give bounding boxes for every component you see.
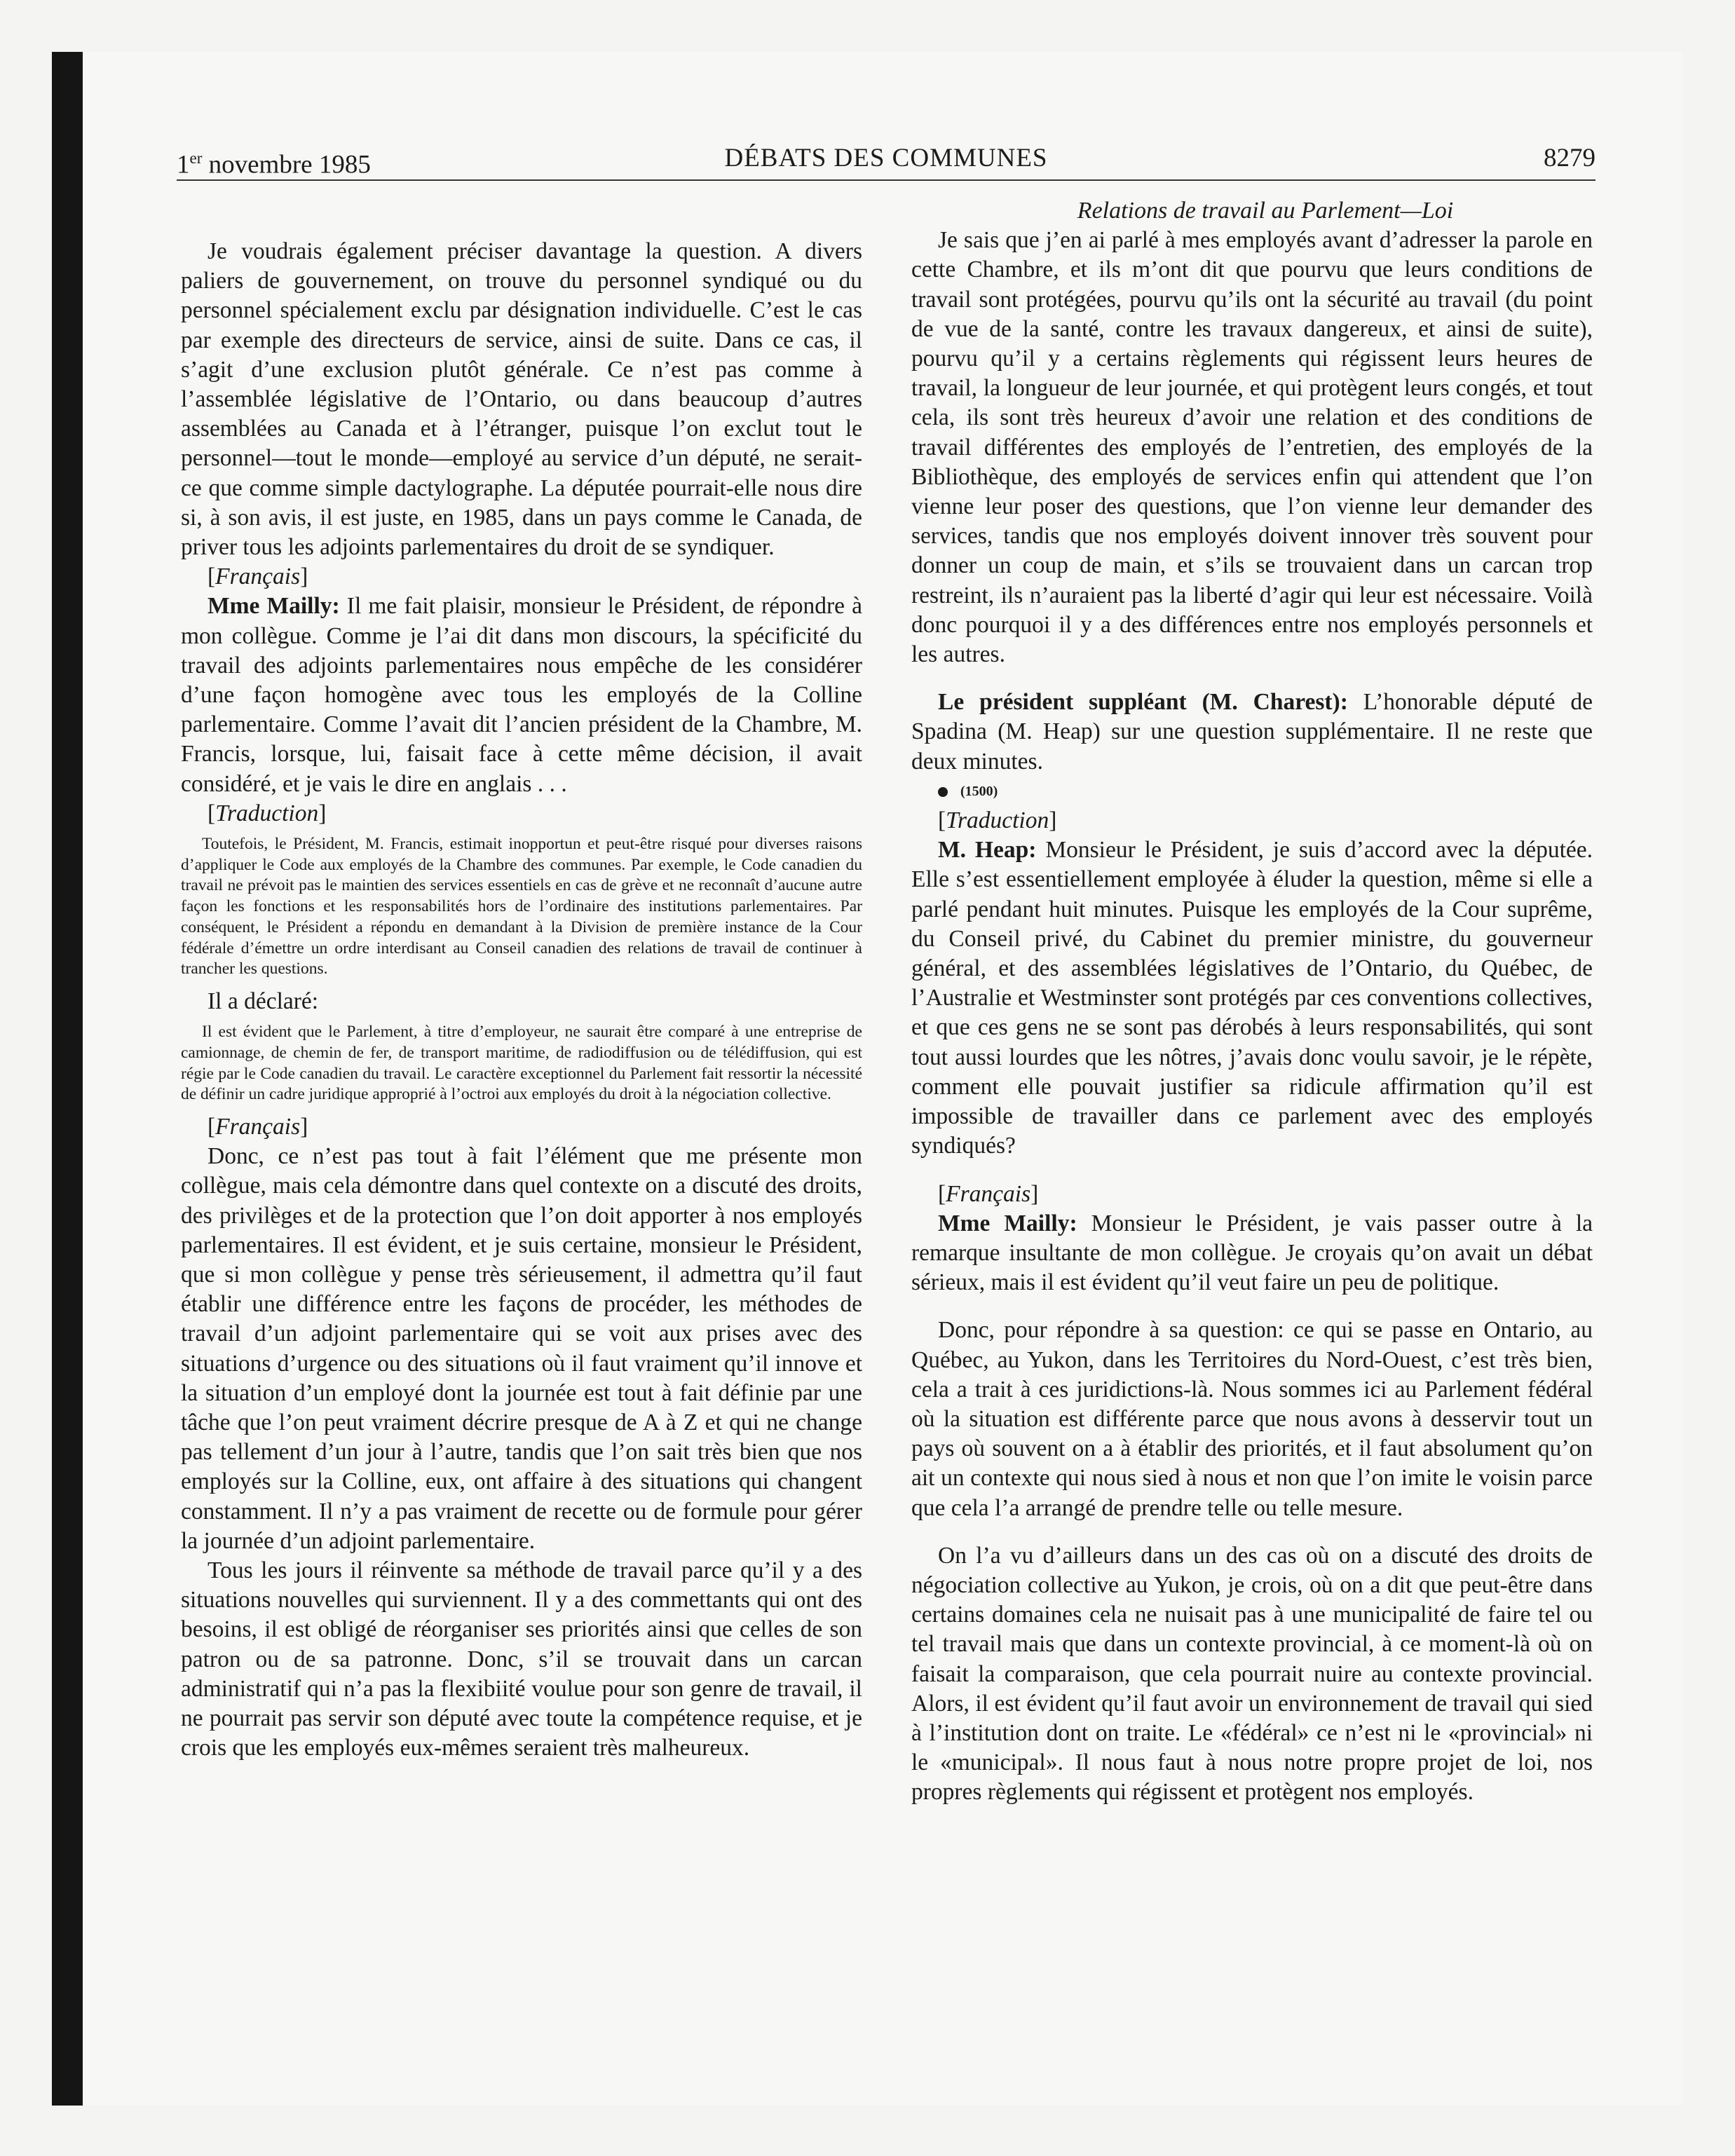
paragraph: Le président suppléant (M. Charest): L’honorable député de Spadina (M. Heap) sur une question supplémentaire. Il ne reste que deux minutes. xyxy=(911,689,1593,775)
paragraph: Mme Mailly: Il me fait plaisir, monsieur le Président, de répondre à mon collègue. Comme je l’ai dit dans mon discours, la spécificité du travail des adjoints parlementaires nous empêche de les considérer d’une façon homogène avec tous les employés de la Colline parlementaire. Comme l’avait dit l’ancien président de la Chambre, M. Francis, lorsque, lui, faisait face à cette même décision, il avait considéré, et je vais le dire en anglais . . . xyxy=(181,593,862,797)
speaker-name: M. Heap: xyxy=(938,837,1037,864)
speaker-name: Mme Mailly: xyxy=(938,1210,1077,1236)
right-column xyxy=(911,196,1593,1808)
time-marker: (1500) xyxy=(911,777,1593,806)
speaker-name: Mme Mailly: xyxy=(207,593,340,620)
header-title: DÉBATS DES COMMUNES xyxy=(724,144,1048,172)
paragraph: Je voudrais également préciser davantage la question. A divers paliers de gouvernement, on trouve du personnel syndiqué ou du personnel spécialement exclu par désignation individuelle. C’est le cas par exemple des directeurs de service, ainsi de suite. Dans ce cas, il s’agit d’une exclusion plutôt générale. Ce n’est pas comme à l’assemblée législative de l’Ontario, ou dans beaucoup d’autres assemblées au Canada et à l’étranger, puisque l’on exclut tout le personnel—tout le monde—employé au service d’un député, ne serait-ce que comme simple dactylographe. La députée pourrait-elle nous dire si, à son avis, il est juste, en 1985, dans un pays comme le Canada, de priver tous les adjoints parlementaires du droit de se syndiquer. xyxy=(181,238,862,561)
paragraph: Tous les jours il réinvente sa méthode de travail parce qu’il y a des situations nouvelles qui surviennent. Il y a des commettants qui ont des besoins, il est obligé de réorganiser ses priorités ainsi que celles de son patron ou de sa patronne. Donc, s’il se trouvait dans un carcan administratif qui n’a pas la flexibiité voulue pour son genre de travail, il ne pourrait pas servir son député avec toute la compétence requise, et je crois que les employés eux-mêmes seraient très malheureux. xyxy=(181,1557,862,1761)
language-marker: [Français] xyxy=(938,1180,1039,1207)
language-marker: [Traduction] xyxy=(938,807,1057,834)
language-marker: [Français] xyxy=(207,564,308,590)
paragraph: Donc, pour répondre à sa question: ce qui se passe en Ontario, au Québec, au Yukon, dans les Territoires du Nord-Ouest, c’est très bien, cela a trait à ces juridictions-là. Nous sommes ici au Parlement fédéral où la situation est différente parce que nous avons à desservir tout un pays où souvent on a à établir des priorités, et il faut absolument qu’on ait un contexte qui nous sied à nous et non que l’on imite le voisin parce que cela l’a arrangé de prendre telle ou telle mesure. xyxy=(911,1317,1593,1521)
paragraph: M. Heap: Monsieur le Président, je suis d’accord avec la députée. Elle s’est essentiellement employée à éluder la question, même si elle a parlé pendant huit minutes. Puisque les employés de la Cour suprême, du Conseil privé, du Cabinet du premier ministre, du gouverneur général, et des assemblées législatives de l’Ontario, du Québec, de l’Australie et Westminster sont protégés par ces conventions collectives, et que ces gens ne se sont pas dérobés à leurs responsabilités, qui sont tout aussi lourdes que les nôtres, j’avais donc voulu savoir, je le répète, comment elle pouvait justifier sa ridicule affirmation qu’il est impossible de travailler dans ce parlement avec des employés syndiqués? xyxy=(911,837,1593,1159)
speaker-name: Le président suppléant (M. Charest): xyxy=(938,689,1348,716)
scan-edge-bar xyxy=(52,52,83,2106)
language-marker: [Traduction] xyxy=(207,800,327,826)
page-number: 8279 xyxy=(1544,144,1595,172)
header-date: 1er novembre 1985 xyxy=(177,149,371,179)
paragraph: On l’a vu d’ailleurs dans un des cas où on a discuté des droits de négociation collective au Yukon, je crois, où on a dit que peut-être dans certains domaines cela ne nuisait pas à une municipalité de faire tel ou tel travail mais que dans un contexte provincial, à ce moment-là où on faisait la comparaison, que cela pourrait nuire au contexte provincial. Alors, il est évident qu’il faut avoir un environnement de travail qui sied à l’institution dont on traite. Le «fédéral» ce n’est ni le «provincial» ni le «municipal». Il nous faut à nous notre propre projet de loi, nos propres règlements qui régissent et protègent nos employés. xyxy=(911,1542,1593,1806)
paragraph: Il a déclaré: xyxy=(207,988,319,1014)
left-column xyxy=(181,237,862,1763)
paragraph: Mme Mailly: Monsieur le Président, je vais passer outre à la remarque insultante de mon collègue. Je croyais qu’on avait un débat sérieux, mais il est évident qu’il veut faire un peu de politique. xyxy=(911,1210,1593,1296)
running-title: Relations de travail au Parlement—Loi xyxy=(1077,198,1454,224)
bullet-icon xyxy=(938,787,948,797)
block-quote: Il est évident que le Parlement, à titre d’employeur, ne saurait être comparé à une entreprise de camionnage, de chemin de fer, de transport maritime, de radiodiffusion ou de télédiffusion, qui est régie par le Code canadien du travail. Le caractère exceptionnel du Parlement fait ressortir la nécessité de définir un cadre juridique approprié à l’octroi aux employés du droit à la négociation collective. xyxy=(181,1023,862,1104)
language-marker: [Français] xyxy=(207,1114,308,1140)
paragraph: Donc, ce n’est pas tout à fait l’élément que me présente mon collègue, mais cela démontre dans quel contexte on a discuté des droits, des privilèges et de la protection que l’on doit apporter à nos employés parlementaires. Il est évident, et je suis certaine, monsieur le Président, que si mon collègue y pense très sérieusement, il admettra qu’il faut établir une différence entre les façons de procéder, les méthodes de travail d’un adjoint parlementaire qui se voit aux prises avec des situations d’urgence ou des situations où il faut vraiment qu’il innove et la situation d’un employé dont la journée est tout à fait définie par une tâche que l’on peut vraiment décrire presque de A à Z et qui ne change pas tellement d’un jour à l’autre, tandis que l’on sait très bien que nos employés sur la Colline, eux, ont affaire à des situations qui changent constamment. Il n’y a pas vraiment de recette ou de formule pour gérer la journée d’un adjoint parlementaire. xyxy=(181,1143,862,1554)
page-header xyxy=(177,140,1595,181)
paragraph: Je sais que j’en ai parlé à mes employés avant d’adresser la parole en cette Chambre, et ils m’ont dit que pourvu que leurs conditions de travail sont protégées, pourvu qu’ils ont la sécurité au travail (du point de vue de la santé, contre les travaux dangereux, et ainsi de suite), pourvu qu’il y a certains règlements qui régissent leurs heures de travail, la longueur de leur journée, et qui protègent leurs congés, et tout cela, ils sont très heureux d’avoir une relation et des conditions de travail différentes des employés de l’entretien, des employés de la Bibliothèque, des employés de services enfin qui attendent que l’on vienne leur poser des questions, que l’on vienne leur demander des services, tandis que nos employés doivent innover très souvent pour donner un coup de main, et s’ils se trouvaient dans un carcan trop restreint, ils n’auraient pas la liberté d’agir qui leur est nécessaire. Voilà donc pourquoi il y a des différences entre nos employés personnels et les autres. xyxy=(911,227,1593,668)
block-quote: Toutefois, le Président, M. Francis, estimait inopportun et peut-être risqué pour diverses raisons d’appliquer le Code aux employés de la Chambre des communes. Par exemple, le Code canadien du travail ne prévoit pas le maintien des services essentiels en cas de grève et ne reconnaît d’aucune autre façon les fonctions et les responsabilités hors de l’ordinaire des institutions parlementaires. Par conséquent, le Président a répondu en demandant à la Division de première instance de la Cour fédérale d’émettre un ordre interdisant au Conseil canadien des relations de travail de continuer à trancher les questions. xyxy=(181,835,862,978)
